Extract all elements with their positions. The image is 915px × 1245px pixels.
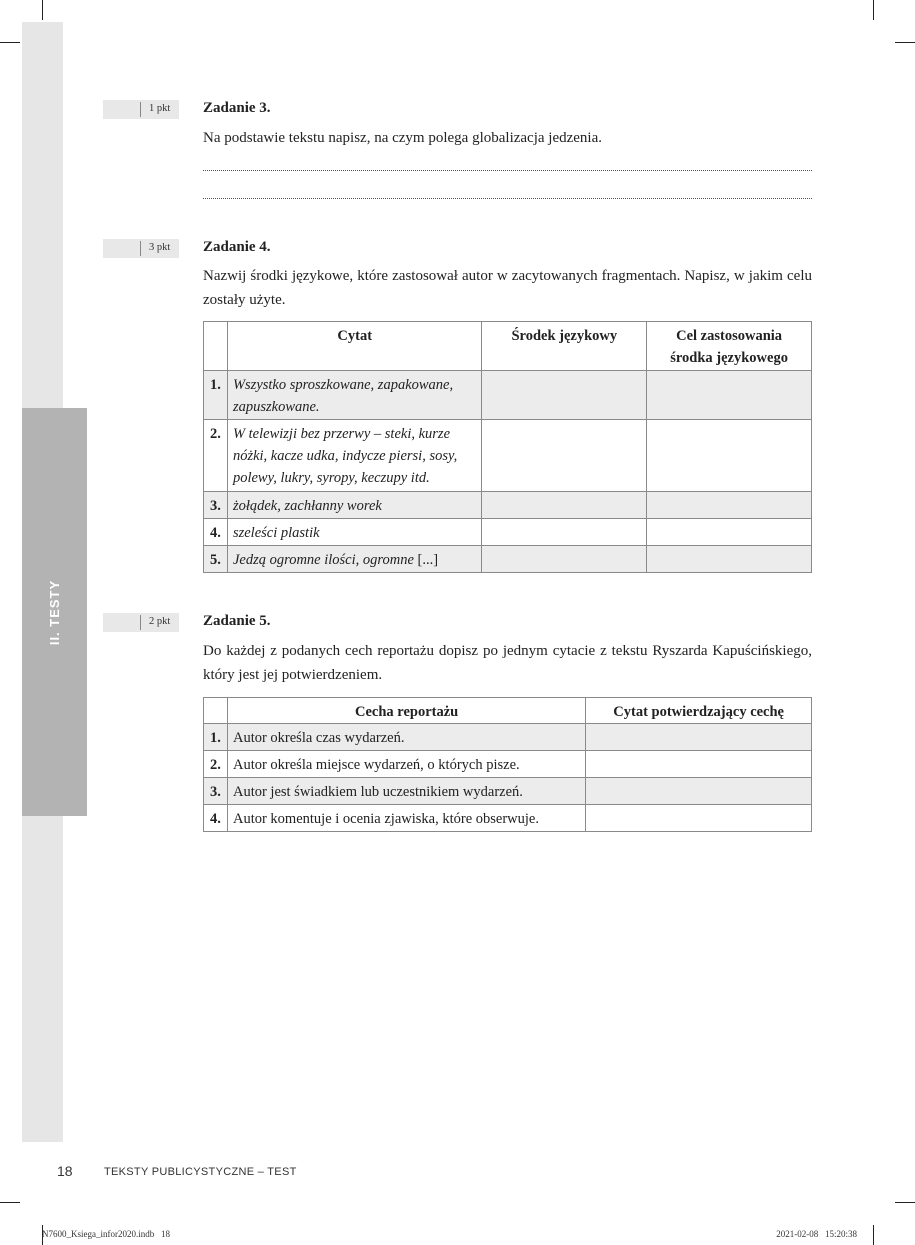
table-header-row [204,322,812,371]
table-row: 3. żołądek, zachłanny worek [204,492,812,519]
header-device: Środek językowy [482,322,647,371]
answer-cell[interactable] [647,371,812,420]
task-3-instruction: Na podstawie tekstu napisz, na czym polega globalizacja jedzenia. [203,130,603,146]
answer-cell[interactable] [647,420,812,492]
page-number: 18 [57,1163,73,1179]
running-footer-title: TEKSTY PUBLICYSTYCZNE – TEST [104,1166,297,1178]
answer-cell[interactable] [647,492,812,519]
table-row: 4. Autor komentuje i ocenia zjawiska, które obserwuje. [204,805,812,832]
answer-cell[interactable] [586,805,812,832]
header-num [204,698,228,724]
answer-line[interactable] [203,198,812,199]
table-row: 5. Jedzą ogromne ilości, ogromne [...] [204,546,812,573]
header-quote: Cytat potwierdzający cechę [586,698,812,724]
table-row: 1. Wszystko sproszkowane, zapakowane, zapuszkowane. [204,371,812,420]
answer-cell[interactable] [482,519,647,546]
crop-mark [895,42,915,43]
answer-cell[interactable] [482,420,647,492]
print-slug-file: N7600_Ksiega_infor2020.indb 18 [42,1229,170,1239]
table-row: 3. Autor jest świadkiem lub uczestnikiem wydarzeń. [204,778,812,805]
task-5-instruction: Do każdej z podanych cech reportażu dopisz po jednym cytacie z tekstu Ryszarda Kapuścińskiego, który jest jej potwierdzeniem. [203,643,812,683]
answer-cell[interactable] [482,546,647,573]
points-badge: 3 pkt [103,239,179,258]
crop-mark [895,1202,915,1203]
task-4-title: Zadanie 4. [203,239,271,255]
table-row: 2. Autor określa miejsce wydarzeń, o których pisze. [204,751,812,778]
print-slug-date: 2021-02-08 15:20:38 [776,1229,857,1239]
task-3-title: Zadanie 3. [203,100,271,116]
header-quote: Cytat [227,322,482,371]
answer-cell[interactable] [482,492,647,519]
task-4-table [203,321,812,573]
points-badge: 1 pkt [103,100,179,119]
header-purpose: Cel zastosowania środka językowego [647,322,812,371]
crop-mark [0,42,20,43]
answer-cell[interactable] [586,751,812,778]
crop-mark [873,1225,874,1245]
task-5-table [203,697,812,832]
table-row: 2. W telewizji bez przerwy – steki, kurze nóżki, kacze udka, indycze piersi, sosy, polewy, lukry, syropy, keczupy itd. [204,420,812,492]
table-row: 1. Autor określa czas wydarzeń. [204,724,812,751]
crop-mark [873,0,874,20]
header-num [204,322,228,371]
crop-mark [42,0,43,20]
answer-cell[interactable] [647,546,812,573]
header-feature: Cecha reportażu [227,698,585,724]
points-badge: 2 pkt [103,613,179,632]
answer-cell[interactable] [586,778,812,805]
table-row: 4. szeleści plastik [204,519,812,546]
answer-cell[interactable] [586,724,812,751]
task-5-title: Zadanie 5. [203,613,271,629]
side-tab-label: II. TESTY [47,579,62,645]
task-4-instruction: Nazwij środki językowe, które zastosował autor w zacytowanych fragmentach. Napisz, w jakim celu zostały użyte. [203,268,812,308]
answer-cell[interactable] [647,519,812,546]
answer-line[interactable] [203,170,812,171]
answer-cell[interactable] [482,371,647,420]
table-header-row [204,698,812,724]
crop-mark [0,1202,20,1203]
